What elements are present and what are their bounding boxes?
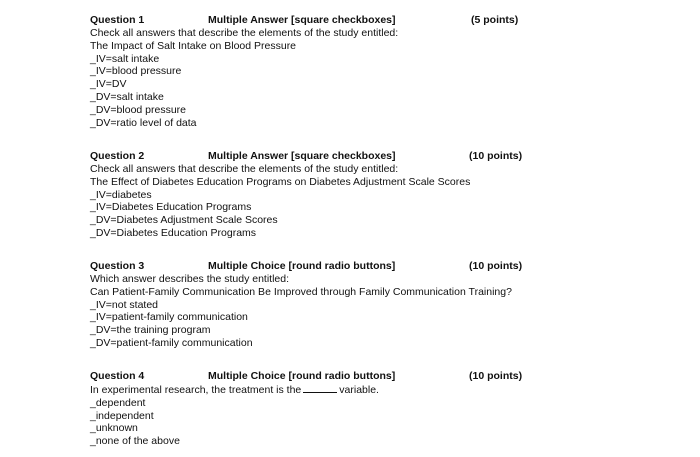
question-header: [90, 260, 540, 273]
question-points: (10 points): [469, 370, 523, 382]
question-prompt: In experimental research, the treatment is the variable.: [90, 384, 379, 396]
study-title: The Effect of Diabetes Education Programs on Diabetes Adjustment Scale Scores: [90, 175, 471, 188]
question-1: [90, 14, 540, 129]
question-points: (5 points): [471, 14, 519, 26]
answer-option[interactable]: _dependent: [90, 396, 146, 409]
answer-option[interactable]: _DV=Diabetes Adjustment Scale Scores: [90, 214, 278, 227]
answer-option[interactable]: _unknown: [90, 422, 138, 435]
question-points: (10 points): [469, 150, 523, 162]
answer-option[interactable]: _IV=diabetes: [90, 188, 152, 201]
answer-option[interactable]: _none of the above: [90, 435, 180, 448]
fill-in-blank: [303, 383, 337, 393]
question-points: (10 points): [469, 260, 523, 272]
question-number: Question 3: [90, 260, 145, 272]
answer-option[interactable]: _DV=the training program: [90, 324, 211, 337]
answer-option[interactable]: _IV=not stated: [90, 298, 159, 311]
answer-option[interactable]: _IV=Diabetes Education Programs: [90, 201, 252, 214]
question-header: [90, 370, 540, 383]
question-type: Multiple Answer [square checkboxes]: [208, 14, 396, 26]
answer-option[interactable]: _independent: [90, 409, 154, 422]
question-3: [90, 260, 540, 350]
question-4: [90, 370, 540, 448]
answer-option[interactable]: _DV=salt intake: [90, 90, 164, 103]
question-number: Question 2: [90, 150, 145, 162]
question-prompt: Check all answers that describe the elements of the study entitled:: [90, 163, 399, 175]
question-2: [90, 150, 540, 240]
answer-option[interactable]: _DV=blood pressure: [90, 103, 187, 116]
question-number: Question 1: [90, 14, 145, 26]
question-number: Question 4: [90, 370, 145, 382]
question-prompt: Check all answers that describe the elements of the study entitled:: [90, 27, 399, 39]
answer-option[interactable]: _IV=patient-family communication: [90, 311, 248, 324]
answer-option[interactable]: _DV=Diabetes Education Programs: [90, 226, 257, 239]
question-type: Multiple Choice [round radio buttons]: [208, 260, 396, 272]
study-title: Can Patient-Family Communication Be Improved through Family Communication Training?: [90, 285, 512, 298]
question-type: Multiple Choice [round radio buttons]: [208, 370, 396, 382]
question-header: [90, 150, 540, 163]
answer-option[interactable]: _DV=ratio level of data: [90, 116, 197, 129]
answer-option[interactable]: _IV=DV: [90, 78, 127, 91]
answer-option[interactable]: _IV=salt intake: [90, 52, 160, 65]
question-type: Multiple Answer [square checkboxes]: [208, 150, 396, 162]
question-header: [90, 14, 540, 27]
question-prompt: Which answer describes the study entitled:: [90, 273, 290, 285]
answer-option[interactable]: _DV=patient-family communication: [90, 336, 253, 349]
study-title: The Impact of Salt Intake on Blood Pressure: [90, 39, 297, 52]
answer-option[interactable]: _IV=blood pressure: [90, 65, 182, 78]
